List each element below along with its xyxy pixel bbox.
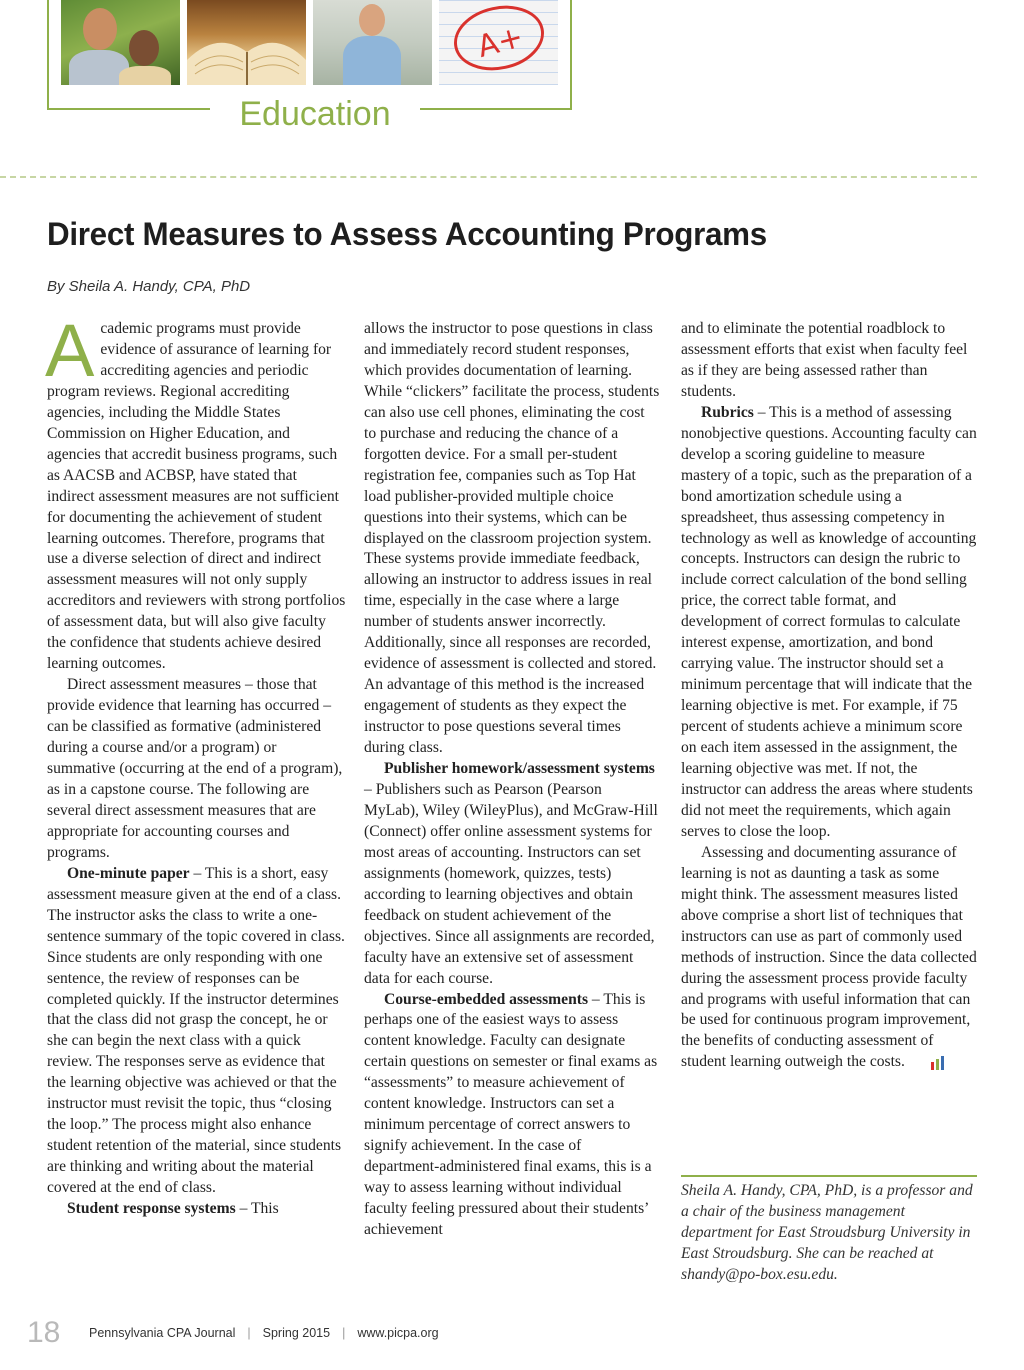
paragraph-body: – This is a method of assessing nonobjective questions. Accounting faculty can develop a scoring guideline to measure mastery of a topic, such as the preparation of a bond amortization schedule using a spreadsheet, thus assessing competency in technology as well as knowledge of accounting concepts. Instructors can design the rubric to include correct calculation of the bond selling price, the correct table format, and development of correct formulas to calculate interest expense, amortization, and bond carrying value. The instructor should set a minimum percentage that will indicate that the learning objective is met. For example, if 75 percent of students achieve a minimum score on each item assessed in the assignment, the learning objective was met. If not, the instructor can address the areas where students did not meet the requirements, which again serves to close the loop. (681, 403, 977, 840)
publication-name: Pennsylvania CPA Journal (89, 1326, 236, 1340)
column-3 (681, 319, 977, 1073)
students-photo (61, 0, 180, 85)
a-plus-grade-photo (439, 0, 558, 85)
svg-text:A+: A+ (473, 19, 528, 66)
paragraph-direct-measures: Direct assessment measures – those that provide evidence that learning has occurred – can be classified as formative (administered during a course and/or a program) or summative (occurring at the end of a program), as in a capstone course. The following are several direct assessment measures that are appropriate for accounting courses and programs. (47, 676, 343, 861)
footer-separator: | (247, 1326, 251, 1340)
runin-heading: Rubrics (701, 403, 754, 421)
runin-heading: Course-embedded assessments (384, 990, 589, 1008)
student-face-2 (129, 30, 159, 66)
footer-separator: | (342, 1326, 346, 1340)
article-title: Direct Measures to Assess Accounting Programs (47, 216, 767, 252)
page-footer (27, 1313, 439, 1353)
paragraph-rubrics (681, 403, 977, 843)
open-book-illustration (187, 0, 306, 85)
paragraph-one-minute-paper (47, 864, 347, 1199)
instructor-photo (313, 0, 432, 85)
column-1 (45, 309, 347, 1220)
author-bio: Sheila A. Handy, CPA, PhD, is a professor and a chair of the business management department for East Stroudsburg University in East Stroudsburg. She can be reached at shandy@po-box.esu.edu. (681, 1182, 973, 1283)
instructor-face (359, 4, 385, 36)
byline: By Sheila A. Handy, CPA, PhD (47, 278, 251, 295)
intro-text: cademic programs must provide evidence of assurance of learning for accrediting agencies and periodic program reviews. Regional accrediting agencies, including the Middle States Commission on Higher Education, and agencies that accredit business programs, such as AACSB and ACBSP, have stated that indirect assessment measures are not sufficient for documenting the achievement of student learning outcomes. Therefore, programs that use a diverse selection of direct and indirect assessment measures will not only supply accreditors and reviewers with strong portfolios of assessment data, but will also give faculty the confidence that students achieve desired learning outcomes. (47, 320, 346, 673)
paragraph-body: – This is perhaps one of the easiest ways to assess content knowledge. Faculty can designate certain questions on semester or final exams as “assessments” to measure achievement of content knowledge. Instructors can set a minimum percentage of correct answers to signify achievement. In the case of department-administered final exams, this is a way to assess learning without individual faculty feeling pressured about their students’ achievement (364, 990, 658, 1238)
section-title: Education (210, 92, 420, 132)
paragraph-conclusion (681, 843, 977, 1073)
runin-heading: Publisher homework/assessment systems (384, 760, 655, 778)
instructor-shirt (343, 36, 401, 85)
paragraph-publisher-systems (364, 759, 660, 989)
dashed-divider (0, 176, 977, 178)
drop-cap: A (45, 309, 95, 392)
column-2 (364, 319, 660, 1241)
student-face-1 (83, 8, 117, 50)
paragraph-continued: and to eliminate the potential roadblock to assessment efforts that exist when faculty feel as if they are being assessed rather than students. (681, 320, 968, 400)
bio-divider (681, 1175, 977, 1177)
student-shirt-2 (119, 66, 171, 85)
paragraph-body: – This (235, 1200, 279, 1218)
website-link[interactable]: www.picpa.org (357, 1326, 439, 1340)
open-book-photo (187, 0, 306, 85)
paragraph-body: – This is a short, easy assessment measure given at the end of a class. The instructor asks the class to write a one-sentence summary of the topic covered in class. Since students are only responding with one sentence, the review of responses can be completed quickly. If the instructor determines that the class did not grasp the concept, he or she can begin the next class with a quick review. The responses serve as evidence that the learning objective was achieved or that the instructor must revisit the topic, thus “closing the loop.” The process might also enhance student retention of the material, since students are thinking and writing about the material covered at the end of class. (47, 864, 345, 1197)
a-plus-grade-mark (439, 0, 558, 85)
runin-heading: One-minute paper (67, 864, 190, 882)
issue-date: Spring 2015 (262, 1326, 331, 1340)
end-of-article-icon (909, 1056, 929, 1070)
paragraph-student-response (47, 1199, 347, 1220)
paragraph-body: – Publishers such as Pearson (Pearson MyLab), Wiley (WileyPlus), and McGraw-Hill (Connect) offer online assessment systems for most areas of accounting. Instructors can set assignments (homework, quizzes, tests) according to learning objectives and obtain feedback on student achievement of the objectives. Since all assignments are recorded, faculty have an extensive set of assessment data for each course. (364, 780, 658, 987)
runin-heading: Student response systems (67, 1200, 236, 1218)
paragraph-intro (45, 309, 347, 675)
paragraph-continued: allows the instructor to pose questions in class and immediately record student responses, which provides documentation of learning. While “clickers” facilitate the process, students can also use cell phones, eliminating the cost to purchase and reducing the chance of a forgotten device. For a small per-student registration fee, companies such as Top Hat load publisher-provided multiple choice questions into their systems, which can be displayed on the classroom projection system. These systems provide immediate feedback, allowing an instructor to address issues in real time, especially in the case where a large number of students answer incorrectly. Additionally, since all responses are recorded, evidence of assessment is collected and stored. An advantage of this method is the increased engagement of students as they expect the instructor to pose questions several times during class. (364, 320, 660, 757)
paragraph-course-embedded (364, 990, 660, 1241)
page-number: 18 (27, 1316, 61, 1349)
paragraph-body: Assessing and documenting assurance of learning is not as daunting a task as some might think. The assessment measures listed above comprise a short list of techniques that instructors can use as part of commonly used methods of instruction. Since the data collected during the assessment process provide faculty and programs with useful information that can be used for continuous program improvement, the benefits of conducting assessment of student learning outweigh the costs. (681, 843, 977, 1071)
